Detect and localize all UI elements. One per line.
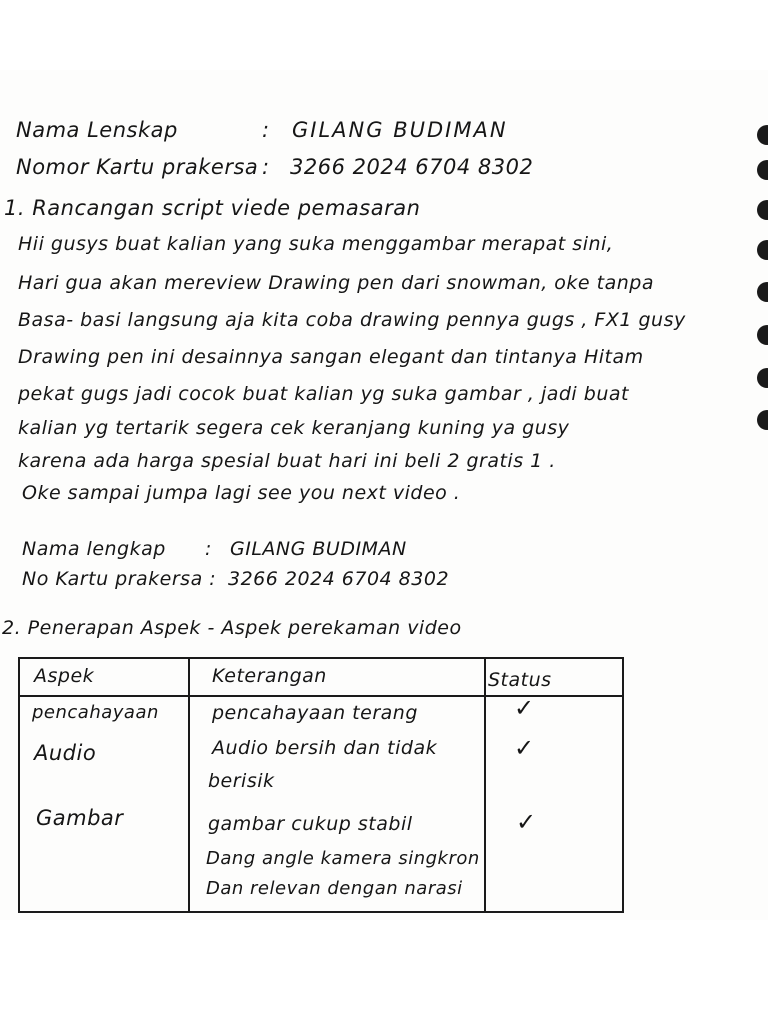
- check-icon: ✓: [514, 694, 535, 722]
- name-value: GILANG BUDIMAN: [292, 118, 508, 142]
- script-line: Drawing pen ini desainnya sangan elegant dan tintanya Hitam: [18, 346, 644, 368]
- signature-name-value: GILANG BUDIMAN: [230, 538, 407, 560]
- section2-title: 2. Penerapan Aspek - Aspek perekaman video: [2, 617, 462, 639]
- script-line: Hii gusys buat kalian yang suka menggambar merapat sini,: [18, 233, 614, 255]
- signature-card-value: 3266 2024 6704 8302: [228, 568, 450, 590]
- table-cell-keterangan: Audio bersih dan tidak: [212, 737, 438, 759]
- card-separator: :: [262, 155, 270, 179]
- table-cell-keterangan: gambar cukup stabil: [208, 813, 413, 835]
- signature-name-label: Nama lengkap: [22, 538, 166, 560]
- table-cell-aspek: Gambar: [36, 806, 124, 830]
- card-value: 3266 2024 6704 8302: [290, 155, 534, 179]
- script-line: karena ada harga spesial buat hari ini beli 2 gratis 1 .: [18, 450, 556, 472]
- check-icon: ✓: [516, 808, 537, 836]
- name-label: Nama Lenskap: [16, 118, 178, 142]
- script-line: Hari gua akan mereview Drawing pen dari snowman, oke tanpa: [18, 272, 654, 294]
- table-cell-aspek: Audio: [34, 741, 97, 765]
- table-cell-keterangan: berisik: [208, 770, 275, 792]
- section1-title: 1. Rancangan script viede pemasaran: [4, 196, 421, 220]
- script-line: pekat gugs jadi cocok buat kalian yg suka gambar , jadi buat: [18, 383, 629, 405]
- script-line: Oke sampai jumpa lagi see you next video .: [22, 482, 461, 504]
- table-cell-keterangan: Dan relevan dengan narasi: [206, 878, 463, 899]
- table-cell-keterangan: Dang angle kamera singkron: [206, 848, 480, 869]
- table-cell-keterangan: pencahayaan terang: [212, 702, 418, 724]
- signature-card-label: No Kartu prakersa :: [22, 568, 217, 590]
- card-label: Nomor Kartu prakersa: [16, 155, 259, 179]
- table-cell-aspek: pencahayaan: [32, 702, 159, 723]
- name-separator: :: [262, 118, 270, 142]
- script-line: Basa- basi langsung aja kita coba drawing pennya gugs , FX1 gusy: [18, 309, 686, 331]
- signature-name-separator: :: [205, 538, 212, 560]
- table-header-status: Status: [488, 669, 552, 691]
- table-header-keterangan: Keterangan: [212, 665, 327, 687]
- check-icon: ✓: [514, 734, 535, 762]
- script-line: kalian yg tertarik segera cek keranjang kuning ya gusy: [18, 417, 570, 439]
- table-header-aspek: Aspek: [34, 665, 95, 687]
